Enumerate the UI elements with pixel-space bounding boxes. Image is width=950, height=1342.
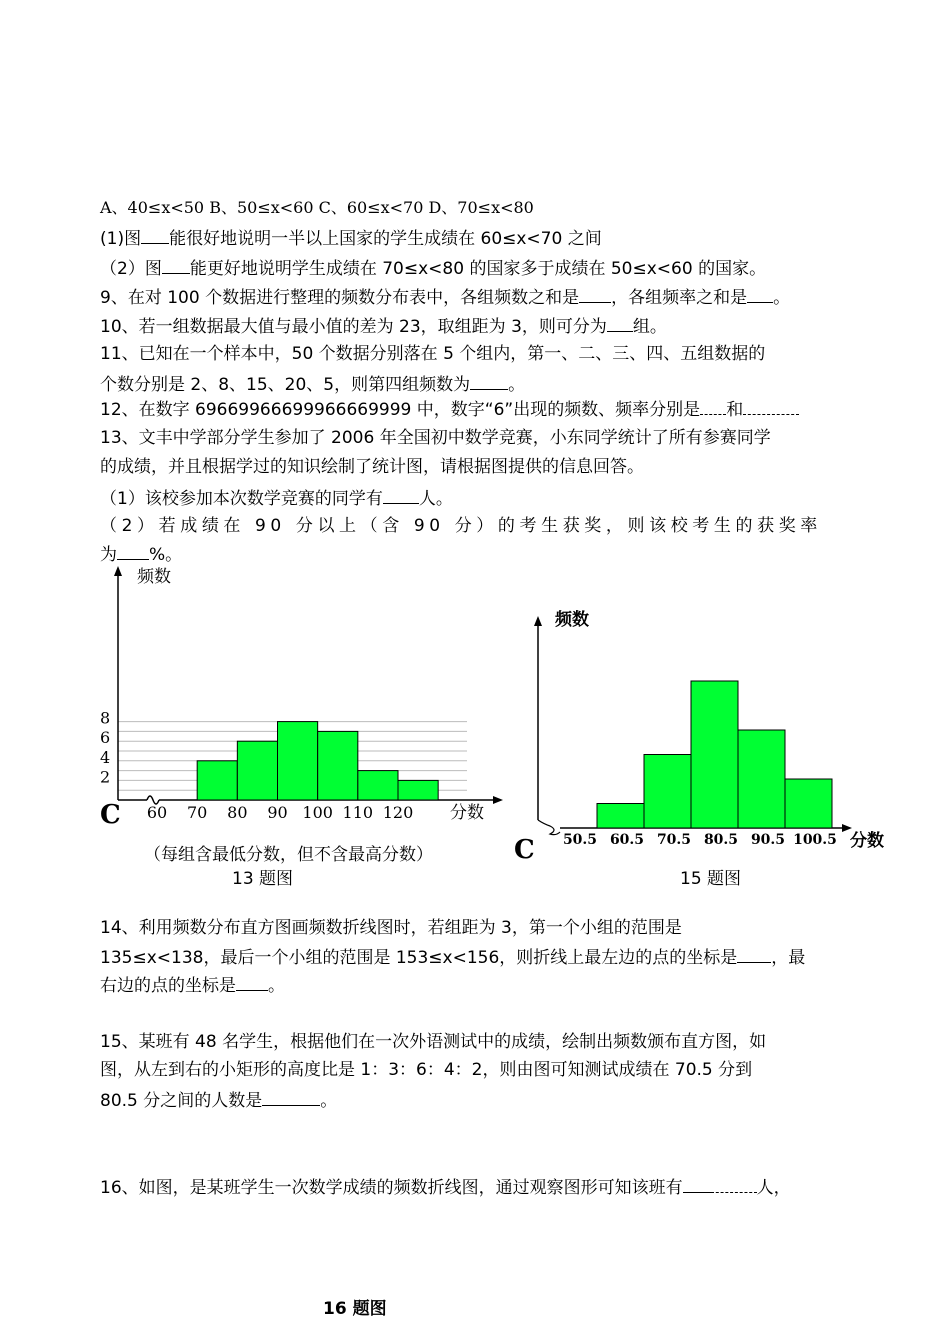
- q8-part1-end: 能很好地说明一半以上国家的学生成绩在 60≤x<70 之间: [169, 229, 602, 249]
- q15-line3-start: 80.5 分之间的人数是: [100, 1091, 263, 1111]
- q14-line3: [100, 972, 285, 998]
- x-tick-label: 120: [382, 803, 414, 822]
- q16-blank-1: [683, 1174, 711, 1193]
- q15-line3: [100, 1087, 337, 1113]
- y-axis-arrow: [534, 616, 542, 626]
- x-tick-label: 90: [267, 803, 288, 822]
- histogram-15: [530, 600, 890, 860]
- q12-blank-2: [743, 400, 799, 415]
- q14-line2: [100, 944, 805, 970]
- q10-end: 组。: [632, 317, 667, 337]
- histogram-bar: [278, 722, 318, 800]
- q13-part1: [100, 485, 453, 511]
- q15-line1: 15、某班有 48 名学生，根据他们在一次外语测试中的成绩，绘制出频数颁布直方图，如: [100, 1032, 767, 1052]
- x-tick-label: 90.5: [750, 832, 786, 848]
- q14-line1: 14、利用频数分布直方图画频数折线图时，若组距为 3，第一个小组的范围是: [100, 918, 682, 938]
- chart15-caption: 15 题图: [680, 869, 742, 889]
- q16-end: 人，: [756, 1178, 791, 1198]
- y-tick-label: 6: [100, 728, 111, 748]
- q12-blank-1: [700, 400, 726, 415]
- q8-part1-start: (1)图: [100, 229, 142, 249]
- q8-part1-blank: [141, 225, 169, 244]
- chart13-caption: 13 题图: [232, 869, 294, 889]
- histogram-bar: [197, 761, 237, 800]
- q8-part2-blank: [162, 255, 190, 274]
- q16-blank-2: [711, 1178, 757, 1193]
- q11-line2: [100, 371, 525, 397]
- q8-part1: [100, 225, 602, 251]
- x-axis-arrow: [493, 796, 503, 804]
- q11-line2-start: 个数分别是 2、8、15、20、5，则第四组频数为: [100, 375, 471, 395]
- q15-blank: [262, 1087, 320, 1106]
- histogram-bar: [398, 780, 438, 800]
- q9-blank-2: [747, 284, 773, 303]
- chart13-note: （每组含最低分数，但不含最高分数）: [144, 845, 433, 865]
- q9: [100, 284, 790, 310]
- histogram-bar: [785, 779, 832, 828]
- histogram-bar: [237, 741, 277, 800]
- chart13-corner-c: C: [100, 800, 121, 830]
- q11-line2-end: 。: [508, 375, 526, 395]
- q12-start: 12、在数字 69669966699966669999 中，数字“6”出现的频数、频率分别是: [100, 400, 701, 420]
- q11-line1: 11、已知在一个样本中，50 个数据分别落在 5 个组内，第一、二、三、四、五组数据的: [100, 344, 766, 364]
- histogram-bar: [691, 681, 738, 828]
- q15-line3-end: 。: [320, 1091, 338, 1111]
- fig16-caption: 16 题图: [323, 1299, 387, 1319]
- q13-part1-end: 人。: [418, 489, 453, 509]
- options-line: A、40≤x<50 B、50≤x<60 C、60≤x<70 D、70≤x<80: [100, 198, 534, 217]
- q13-line1: 13、文丰中学部分学生参加了 2006 年全国初中数学竞赛，小东同学统计了所有参赛同学: [100, 428, 771, 448]
- q13-part2-cont-start: 为: [100, 545, 117, 565]
- q9-end: 。: [773, 288, 791, 308]
- q9-start: 9、在对 100 个数据进行整理的频数分布表中，各组频数之和是: [100, 288, 580, 308]
- q9-mid: ，各组频率之和是: [611, 288, 748, 308]
- q13-line2: 的成绩，并且根据学过的知识绘制了统计图，请根据图提供的信息回答。: [100, 457, 644, 477]
- x-tick-label: 50.5: [562, 832, 598, 848]
- q13-part2-cont-end: %。: [149, 545, 183, 565]
- y-tick-label: 2: [100, 767, 111, 787]
- chart15-corner-c: C: [514, 835, 535, 865]
- x-tick-label: 60.5: [609, 832, 645, 848]
- y-axis-arrow: [114, 566, 122, 576]
- q12: [100, 398, 799, 422]
- q16-start: 16、如图，是某班学生一次数学成绩的频数折线图，通过观察图形可知该班有: [100, 1178, 683, 1198]
- y-tick-label: 4: [100, 747, 111, 767]
- q14-blank-2: [236, 972, 268, 991]
- q10: [100, 313, 667, 339]
- y-axis-label: 频数: [137, 567, 171, 587]
- x-axis-label: 分数: [850, 831, 884, 851]
- x-tick-label: 100: [302, 803, 333, 822]
- q16-line1: [100, 1174, 791, 1200]
- histogram-bar: [318, 731, 358, 800]
- q15-line2: 图，从左到右的小矩形的高度比是 1：3：6：4：2，则由图可知测试成绩在 70.5 分到: [100, 1060, 753, 1080]
- q9-blank-1: [579, 284, 611, 303]
- q11-blank: [470, 371, 508, 390]
- y-tick-label: 8: [100, 708, 111, 728]
- x-tick-label: 80: [227, 803, 248, 822]
- x-tick-label: 100.5: [793, 832, 837, 848]
- histogram-bar: [738, 730, 785, 828]
- x-tick-label: 80.5: [703, 832, 739, 848]
- q14-line2-end: ，最: [771, 948, 806, 968]
- x-tick-label: 70: [186, 803, 208, 822]
- q13-part1-blank: [383, 485, 419, 504]
- x-axis-label: 分数: [450, 803, 484, 823]
- q13-part1-start: （1）该校参加本次数学竞赛的同学有: [100, 489, 383, 509]
- axis-break: [538, 820, 560, 835]
- q8-part2: [100, 255, 766, 281]
- x-tick-label: 110: [342, 803, 374, 822]
- histogram-13: [95, 560, 515, 830]
- q8-part2-start: （2）图: [100, 259, 162, 279]
- q14-line3-start: 右边的点的坐标是: [100, 976, 236, 996]
- y-axis-label: 频数: [555, 610, 589, 630]
- histogram-bar: [597, 804, 644, 829]
- q13-part2: （2）若成绩在 90 分以上（含 90 分）的考生获奖，则该校考生的获奖率: [100, 516, 822, 536]
- q14-blank-1: [737, 944, 771, 963]
- q8-part2-end: 能更好地说明学生成绩在 70≤x<80 的国家多于成绩在 50≤x<60 的国家。: [189, 259, 767, 279]
- q10-start: 10、若一组数据最大值与最小值的差为 23，取组距为 3，则可分为: [100, 317, 607, 337]
- q10-blank: [607, 313, 633, 332]
- x-tick-label: 60: [146, 803, 168, 822]
- q12-mid: 和: [726, 400, 744, 420]
- q13-part2-blank: [117, 541, 149, 560]
- histogram-bar: [644, 755, 691, 829]
- x-tick-label: 70.5: [656, 832, 692, 848]
- q14-line3-end: 。: [268, 976, 285, 996]
- histogram-bar: [358, 771, 398, 800]
- q14-line2-start: 135≤x<138，最后一个小组的范围是 153≤x<156，则折线上最左边的点的坐标是: [100, 948, 738, 968]
